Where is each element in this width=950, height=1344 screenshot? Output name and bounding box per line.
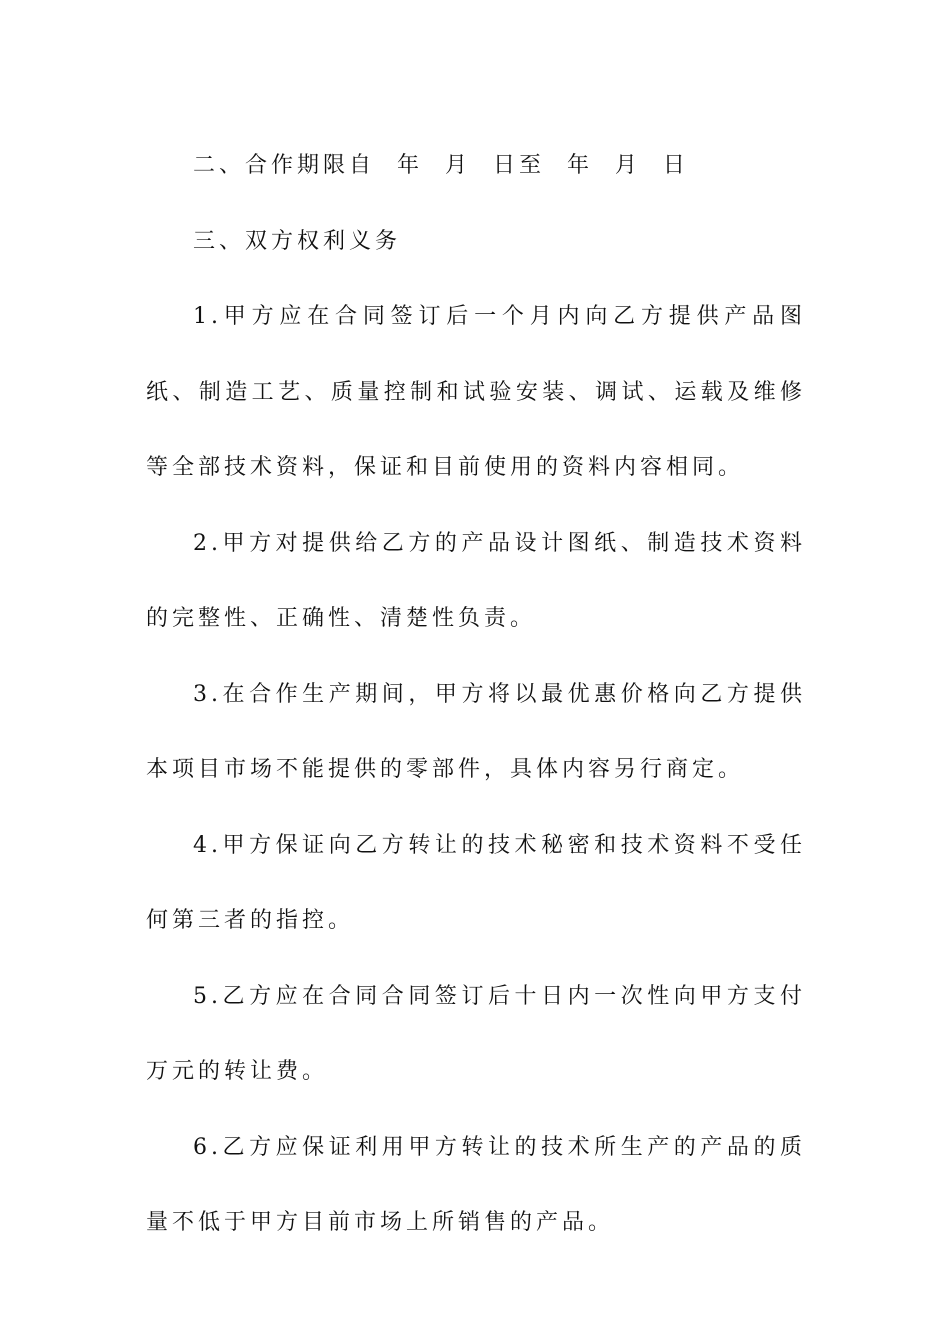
paragraph-clause-6: 6.乙方应保证利用甲方转让的技术所生产的产品的质量不低于甲方目前市场上所销售的产品。 [146, 1134, 806, 1235]
paragraph-cooperation-period: 二、合作期限自 年 月 日至 年 月 日 [193, 153, 689, 178]
paragraph-clause-4: 4.甲方保证向乙方转让的技术秘密和技术资料不受任何第三者的指控。 [146, 832, 806, 933]
document-body [146, 128, 828, 1261]
paragraph-clause-1: 1.甲方应在合同签订后一个月内向乙方提供产品图纸、制造工艺、质量控制和试验安装、调试、运载及维修等全部技术资料，保证和目前使用的资料内容相同。 [146, 304, 806, 480]
paragraph-rights-heading: 三、双方权利义务 [193, 228, 402, 254]
paragraph-clause-2: 2.甲方对提供给乙方的产品设计图纸、制造技术资料的完整性、正确性、清楚性负责。 [146, 530, 806, 631]
paragraph-clause-5: 5.乙方应在合同合同签订后十日内一次性向甲方支付 万元的转让费。 [146, 983, 828, 1084]
paragraph-clause-3: 3.在合作生产期间，甲方将以最优惠价格向乙方提供本项目市场不能提供的零部件，具体内容另行商定。 [146, 681, 806, 782]
